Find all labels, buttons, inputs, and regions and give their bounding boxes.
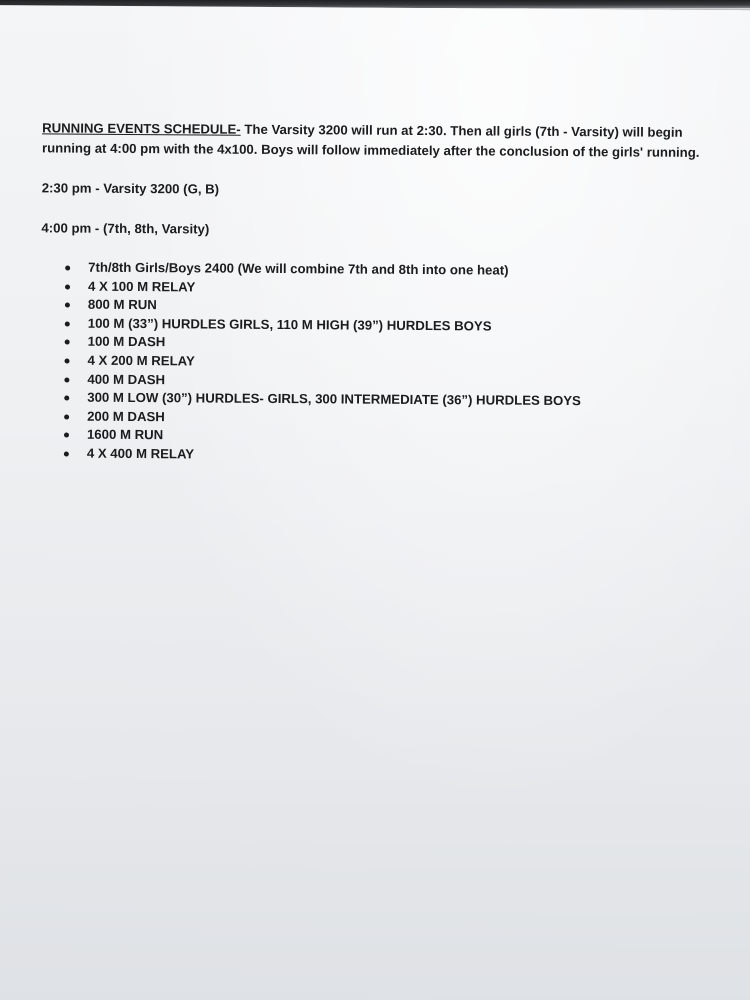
- event-label: 7th/8th Girls/Boys 2400 (We will combine 7th and 8th into one heat): [88, 259, 509, 278]
- event-label: 200 M DASH: [87, 408, 165, 424]
- list-item: [40, 444, 730, 467]
- document-content: [40, 118, 732, 467]
- event-list: [40, 258, 731, 467]
- bullet-icon: [65, 303, 70, 308]
- paper-sheet: [0, 5, 750, 1000]
- schedule-line-varsity-3200: 2:30 pm - Varsity 3200 (G, B): [41, 180, 220, 197]
- bullet-icon: [64, 358, 69, 363]
- event-label: 300 M LOW (30”) HURDLES- GIRLS, 300 INTERMEDIATE (36”) HURDLES BOYS: [87, 389, 581, 409]
- event-label: 100 M DASH: [87, 334, 166, 350]
- event-label: 4 X 200 M RELAY: [87, 352, 195, 369]
- bullet-icon: [64, 377, 69, 382]
- bullet-icon: [65, 321, 70, 326]
- event-label: 400 M DASH: [87, 371, 166, 387]
- event-label: 1600 M RUN: [86, 427, 164, 443]
- bullet-icon: [65, 266, 70, 271]
- bullet-icon: [64, 451, 69, 456]
- event-label: 800 M RUN: [87, 296, 157, 313]
- bullet-icon: [65, 284, 70, 289]
- schedule-line-main-events: 4:00 pm - (7th, 8th, Varsity): [41, 220, 210, 237]
- intro-paragraph: [42, 118, 732, 163]
- bullet-icon: [64, 433, 69, 438]
- event-label: 100 M (33”) HURDLES GIRLS, 110 M HIGH (39”) HURDLES BOYS: [87, 315, 492, 334]
- event-label: 4 X 100 M RELAY: [87, 278, 196, 295]
- intro-text: The Varsity 3200 will run at 2:30. Then all girls (7th - Varsity) will begin running at 4:00 pm with the 4x100. Boys will follow immediately after the conclusion of the girls' running.: [41, 121, 700, 160]
- bullet-icon: [64, 396, 69, 401]
- event-label: 4 X 400 M RELAY: [86, 445, 195, 462]
- bullet-icon: [65, 340, 70, 345]
- schedule-heading: RUNNING EVENTS SCHEDULE-: [42, 120, 241, 137]
- bullet-icon: [64, 414, 69, 419]
